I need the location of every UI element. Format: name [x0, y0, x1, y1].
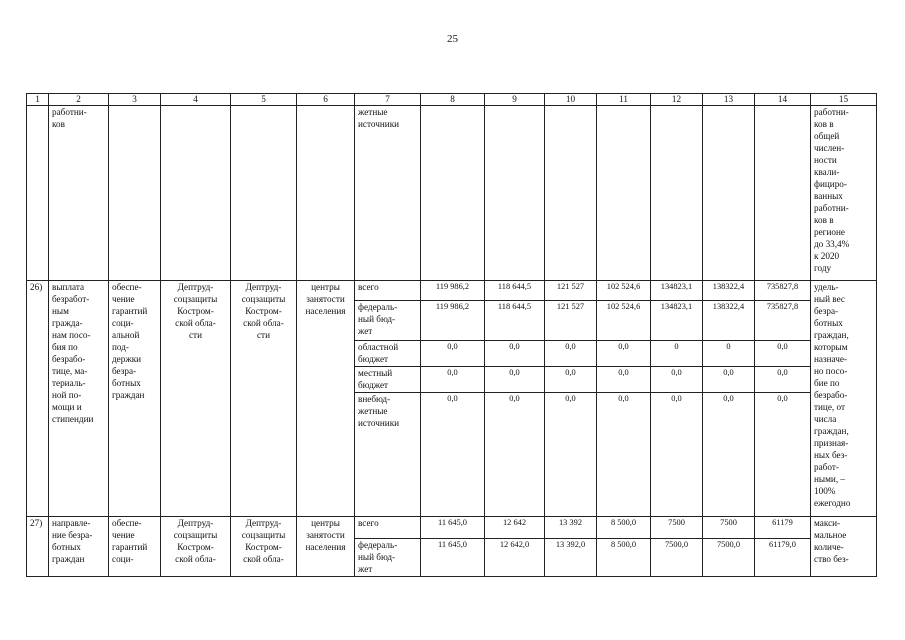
row26-source-label — [355, 393, 421, 517]
cell-line: работ- — [814, 462, 839, 472]
cont-indicator-cell — [811, 106, 877, 281]
cell-line: альной — [112, 330, 140, 340]
row26-value: 0,0 — [703, 367, 755, 393]
row26-value: 0,0 — [545, 367, 597, 393]
row26-value: 121 527 — [545, 301, 597, 341]
cell-line: центры — [311, 282, 340, 292]
cell-line: обеспе- — [112, 518, 142, 528]
cell-line: занятости — [306, 294, 345, 304]
row27-source-row — [27, 517, 877, 539]
cell-line: ботных — [112, 378, 141, 388]
row27-source-label — [355, 517, 421, 539]
row27-value: 8 500,0 — [597, 539, 651, 577]
cell-line: гарантий — [112, 306, 148, 316]
header-cell: 9 — [485, 94, 545, 106]
cell-line: ской обла- — [243, 318, 284, 328]
row26-value: 134823,1 — [651, 301, 703, 341]
header-cell: 12 — [651, 94, 703, 106]
header-cell: 1 — [27, 94, 49, 106]
cell-line: держки — [112, 354, 142, 364]
row27-value: 12 642 — [485, 517, 545, 539]
cell-line: Костром- — [177, 306, 214, 316]
row27-value: 7500 — [703, 517, 755, 539]
page-number: 25 — [447, 33, 458, 45]
cont-source-cell — [355, 106, 421, 281]
cell-line: макси- — [814, 518, 841, 528]
row27-executor — [161, 517, 231, 577]
row27-value: 13 392 — [545, 517, 597, 539]
cell-line: стипендии — [52, 414, 94, 424]
cell-line: работни- — [814, 107, 849, 117]
cell-line: ный вес — [814, 294, 845, 304]
cell-line: занятости — [306, 530, 345, 540]
cell-line: квали- — [814, 167, 840, 177]
row26-goal — [109, 281, 161, 517]
row26-executor — [161, 281, 231, 517]
cell-line: внебюд- — [358, 394, 391, 404]
cell-line: направле- — [52, 518, 91, 528]
cell-line: Костром- — [177, 542, 214, 552]
row27-measure-name — [49, 517, 109, 577]
row26-value: 735827,8 — [755, 281, 811, 301]
row26-value: 0,0 — [651, 393, 703, 517]
cell-line: федераль- — [358, 302, 398, 312]
cell-line: ботных — [52, 542, 81, 552]
cell-line: но посо- — [814, 366, 848, 376]
row26-value: 138322,4 — [703, 281, 755, 301]
cell-line: ежегодно — [814, 498, 851, 508]
header-cell: 11 — [597, 94, 651, 106]
row27-value: 8 500,0 — [597, 517, 651, 539]
cell-line: населения — [305, 306, 346, 316]
header-cell: 13 — [703, 94, 755, 106]
cell-line: ство без- — [814, 554, 849, 564]
cell-line: жет — [358, 326, 373, 336]
cell-line: безработ- — [52, 294, 90, 304]
header-cell: 14 — [755, 94, 811, 106]
cont-name-cell — [49, 106, 109, 281]
cell-line: тице, от — [814, 402, 846, 412]
cell-line: гражда- — [52, 318, 83, 328]
cell-line: ков в — [814, 215, 834, 225]
row26-value: 118 644,5 — [485, 281, 545, 301]
row27-value: 61179 — [755, 517, 811, 539]
cell-line: мальное — [814, 530, 847, 540]
row26-value: 0,0 — [421, 341, 485, 367]
cell-line: тице, ма- — [52, 366, 88, 376]
cell-line: населения — [305, 542, 346, 552]
cell-line: ный бюд- — [358, 552, 396, 562]
row26-value: 735827,8 — [755, 301, 811, 341]
row26-value: 102 524,6 — [597, 301, 651, 341]
row27-value: 7500,0 — [651, 539, 703, 577]
cell-line: Дептруд- — [177, 518, 214, 528]
cell-line: обеспе- — [112, 282, 142, 292]
row26-value: 119 986,2 — [421, 281, 485, 301]
cell-line: бюджет — [358, 380, 389, 390]
cell-line: назначе- — [814, 354, 848, 364]
cell-line: ности — [814, 155, 837, 165]
row26-value: 0,0 — [545, 393, 597, 517]
row26-value: 138322,4 — [703, 301, 755, 341]
cell-line: числа — [814, 414, 837, 424]
cell-line: граждан, — [814, 330, 849, 340]
cell-line: соци- — [112, 318, 134, 328]
row27-value: 12 642,0 — [485, 539, 545, 577]
cell-line: ной по- — [52, 390, 82, 400]
cell-line: всего — [358, 282, 379, 292]
cell-line: граждан — [112, 390, 145, 400]
row26-indicator — [811, 281, 877, 517]
cell-line: числен- — [814, 143, 845, 153]
row26-value: 0,0 — [421, 367, 485, 393]
header-cell: 8 — [421, 94, 485, 106]
cell-line: ние безра- — [52, 530, 93, 540]
row26-value: 0,0 — [597, 341, 651, 367]
row26-source-row — [27, 281, 877, 301]
program-table — [26, 93, 877, 577]
cell-line: центры — [311, 518, 340, 528]
cell-line: общей — [814, 131, 840, 141]
cell-line: Костром- — [245, 306, 282, 316]
cell-line: удель- — [814, 282, 839, 292]
cell-line: фициро- — [814, 179, 847, 189]
row26-source-label — [355, 367, 421, 393]
cell-line: областной — [358, 342, 399, 352]
row26-value: 0,0 — [597, 393, 651, 517]
cell-line: Костром- — [245, 542, 282, 552]
cell-line: безрабо- — [814, 390, 848, 400]
row27-value: 7500 — [651, 517, 703, 539]
cell-line: количе- — [814, 542, 844, 552]
cell-line: граждан — [52, 554, 85, 564]
row26-measure-name — [49, 281, 109, 517]
row26-value: 0 — [703, 341, 755, 367]
row26-source-label — [355, 341, 421, 367]
cell-line: выплата — [52, 282, 85, 292]
row27-source-label — [355, 539, 421, 577]
row27-value: 13 392,0 — [545, 539, 597, 577]
row26-value: 0,0 — [703, 393, 755, 517]
cell-line: граждан, — [814, 426, 849, 436]
row26-coexecutor — [231, 281, 297, 517]
row26-value: 119 986,2 — [421, 301, 485, 341]
cell-line: Дептруд- — [177, 282, 214, 292]
cell-line: безра- — [814, 306, 839, 316]
cell-line: ков в — [814, 119, 834, 129]
cell-line: соцзащиты — [173, 530, 218, 540]
cell-line: Дептруд- — [245, 282, 282, 292]
cell-line: жет — [358, 564, 373, 574]
cell-line: териаль- — [52, 378, 86, 388]
cell-line: ным — [52, 306, 69, 316]
cell-line: жетные — [358, 107, 388, 117]
row26-value: 0,0 — [755, 367, 811, 393]
cell-line: году — [814, 263, 832, 273]
row26-value: 0,0 — [597, 367, 651, 393]
header-cell: 3 — [109, 94, 161, 106]
cell-line: регионе — [814, 227, 845, 237]
row26-value: 0,0 — [485, 393, 545, 517]
cell-line: безрабо- — [52, 354, 86, 364]
cell-line: соцзащиты — [241, 530, 286, 540]
cell-line: работни- — [52, 107, 87, 117]
cell-line: ными, – — [814, 474, 846, 484]
row26-value: 121 527 — [545, 281, 597, 301]
cell-line: работни- — [814, 203, 849, 213]
row26-value: 0,0 — [755, 341, 811, 367]
row26-source-label — [355, 281, 421, 301]
row26-value: 118 644,5 — [485, 301, 545, 341]
cell-line: которым — [814, 342, 848, 352]
row27-participants — [297, 517, 355, 577]
row26-value: 102 524,6 — [597, 281, 651, 301]
cell-line: бюджет — [358, 354, 389, 364]
header-row — [27, 94, 877, 106]
cell-line: ванных — [814, 191, 843, 201]
cell-line: источники — [358, 418, 400, 428]
cell-line: жетные — [358, 406, 388, 416]
row27-value: 61179,0 — [755, 539, 811, 577]
header-cell: 2 — [49, 94, 109, 106]
cell-line: чение — [112, 530, 135, 540]
cell-line: нам посо- — [52, 330, 91, 340]
cell-line: соци- — [112, 554, 134, 564]
header-cell: 7 — [355, 94, 421, 106]
row26-participants — [297, 281, 355, 517]
row27-number: 27) — [27, 517, 49, 577]
row26-value: 0,0 — [545, 341, 597, 367]
header-cell: 5 — [231, 94, 297, 106]
cell-line: гарантий — [112, 542, 148, 552]
continuation-row — [27, 106, 877, 281]
cell-line: ской обла- — [175, 554, 216, 564]
cell-line: местный — [358, 368, 393, 378]
cell-line: соцзащиты — [173, 294, 218, 304]
row27-indicator — [811, 517, 877, 577]
cell-line: до 33,4% — [814, 239, 850, 249]
cell-line: мощи и — [52, 402, 82, 412]
cell-line: призная- — [814, 438, 849, 448]
cell-line: 100% — [814, 486, 836, 496]
header-cell: 4 — [161, 94, 231, 106]
cell-line: Дептруд- — [245, 518, 282, 528]
row26-value: 0,0 — [485, 341, 545, 367]
header-cell: 15 — [811, 94, 877, 106]
cell-line: бие по — [814, 378, 840, 388]
row26-value: 0 — [651, 341, 703, 367]
cell-line: ный бюд- — [358, 314, 396, 324]
cell-line: чение — [112, 294, 135, 304]
row26-number: 26) — [27, 281, 49, 517]
cell-line: всего — [358, 518, 379, 528]
cell-line: ных без- — [814, 450, 848, 460]
cell-line: безра- — [112, 366, 137, 376]
row27-value: 11 645,0 — [421, 517, 485, 539]
row26-value: 0,0 — [755, 393, 811, 517]
cell-line: сти — [256, 330, 270, 340]
row26-value: 134823,1 — [651, 281, 703, 301]
header-cell: 6 — [297, 94, 355, 106]
row26-value: 0,0 — [421, 393, 485, 517]
row27-value: 7500,0 — [703, 539, 755, 577]
cell-line: источники — [358, 119, 400, 129]
row26-source-label — [355, 301, 421, 341]
row27-value: 11 645,0 — [421, 539, 485, 577]
row26-value: 0,0 — [485, 367, 545, 393]
header-cell: 10 — [545, 94, 597, 106]
row26-value: 0,0 — [651, 367, 703, 393]
cell-line: ков — [52, 119, 65, 129]
cell-line: федераль- — [358, 540, 398, 550]
cell-line: ской обла- — [243, 554, 284, 564]
cell-line: бия по — [52, 342, 78, 352]
cell-line: ботных — [814, 318, 843, 328]
cell-line: ской обла- — [175, 318, 216, 328]
cell-line: соцзащиты — [241, 294, 286, 304]
row27-coexecutor — [231, 517, 297, 577]
row27-goal — [109, 517, 161, 577]
cell-line: сти — [188, 330, 202, 340]
cell-line: под- — [112, 342, 129, 352]
cell-line: к 2020 — [814, 251, 840, 261]
